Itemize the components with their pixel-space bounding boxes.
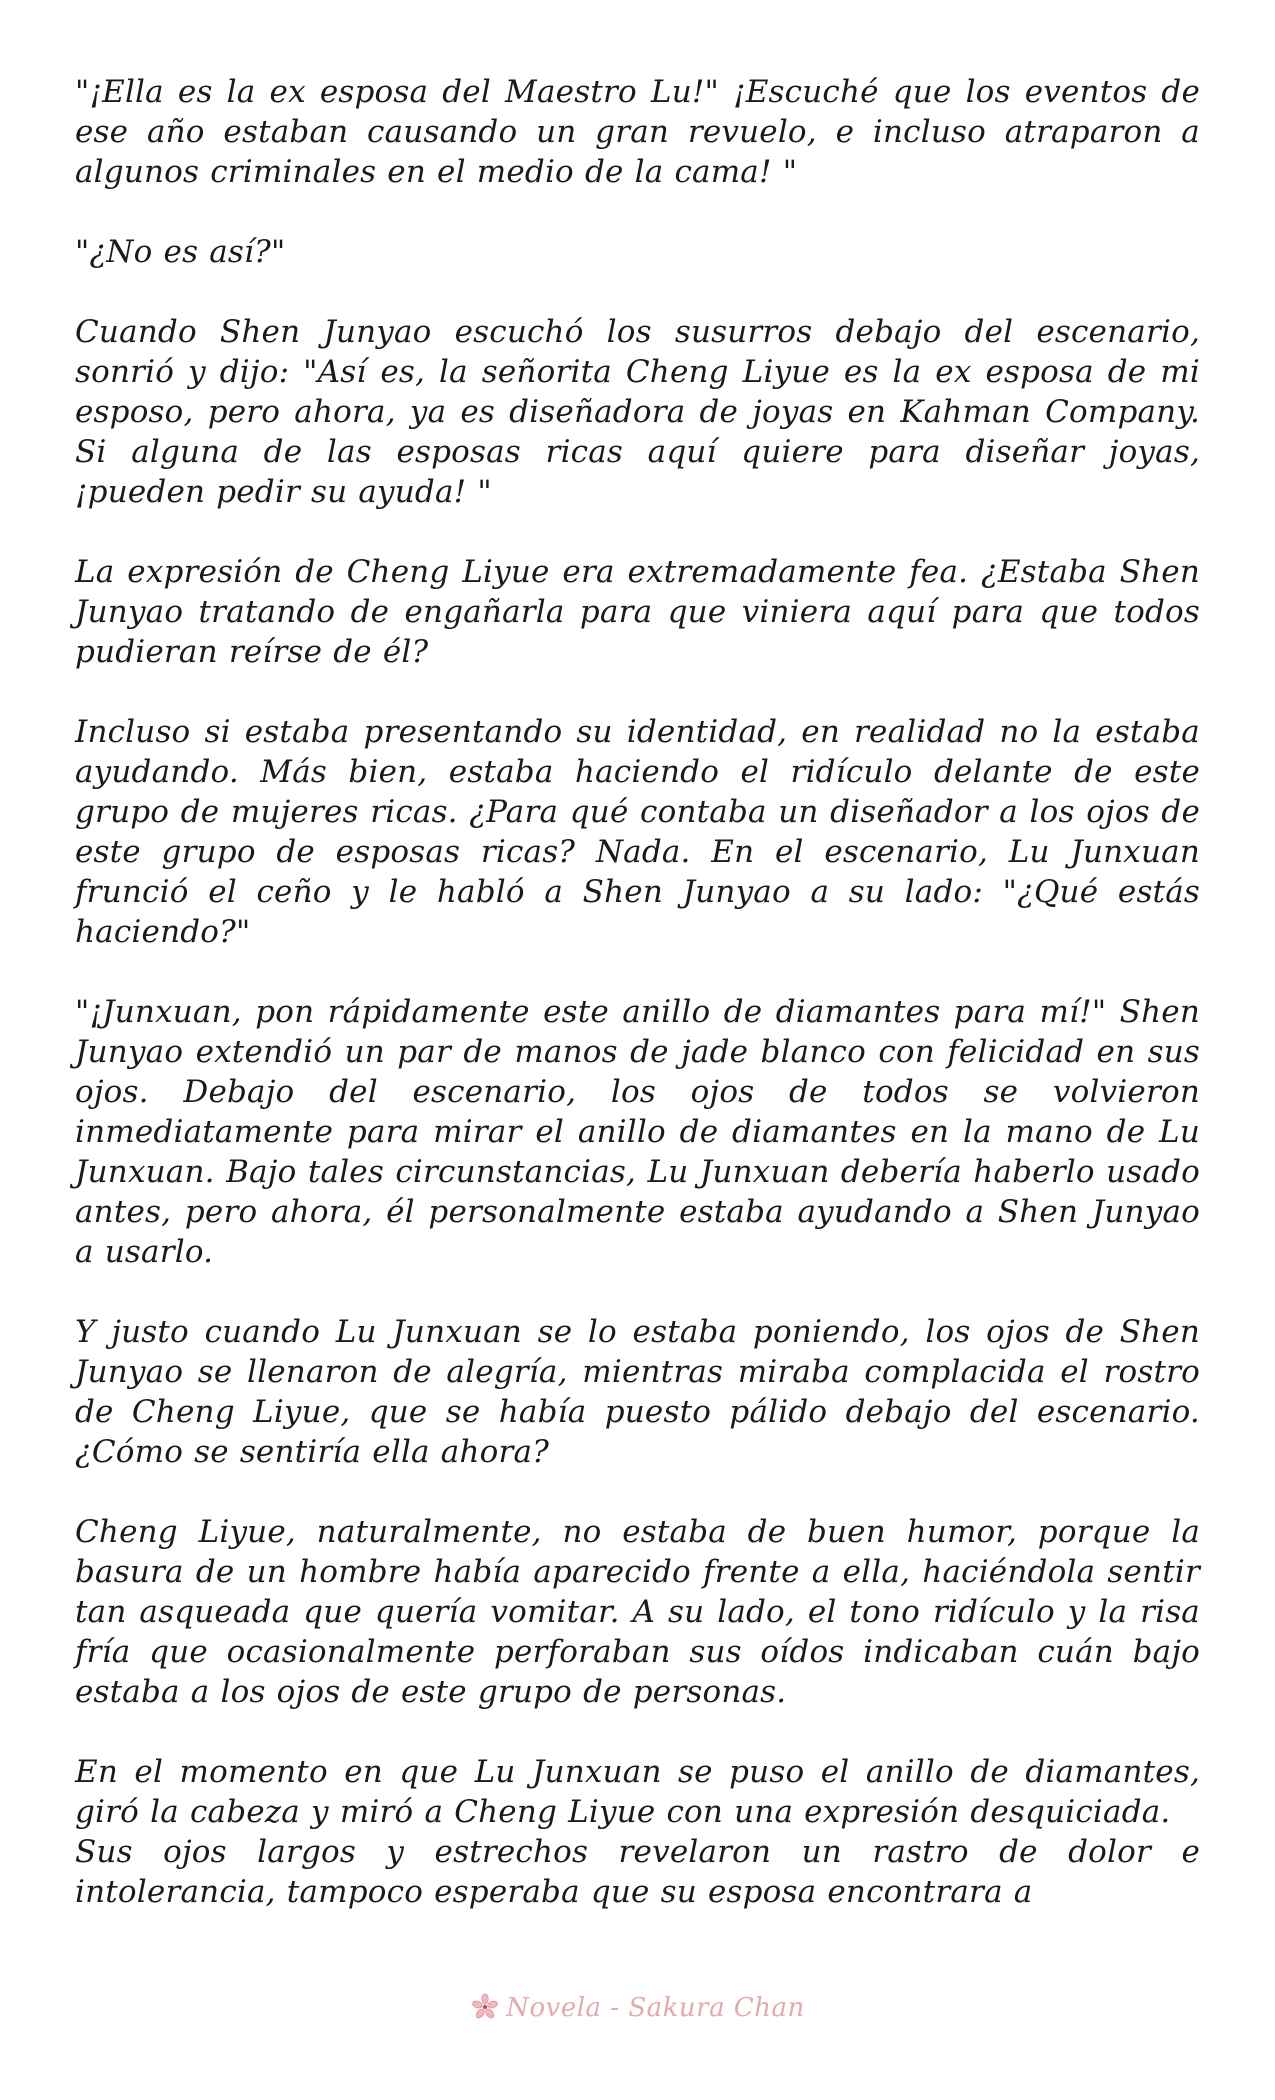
sakura-flower-icon <box>470 1992 500 2022</box>
paragraph: Cuando Shen Junyao escuchó los susurros debajo del escenario, sonrió y dijo: "Así es, la señorita Cheng Liyue es la ex esposa de mi esposo, pero ahora, ya es diseñadora de joyas en Kahman Company. Si alguna de las esposas ricas aquí quiere para diseñar joyas, ¡pueden pedir su ayuda! " <box>75 314 1200 510</box>
paragraph: Y justo cuando Lu Junxuan se lo estaba poniendo, los ojos de Shen Junyao se llenaron de alegría, mientras miraba complacida el rostro de Cheng Liyue, que se había puesto pálido debajo del escenario. ¿Cómo se sentiría ella ahora? <box>75 1314 1200 1470</box>
paragraph: La expresión de Cheng Liyue era extremadamente fea. ¿Estaba Shen Junyao tratando de engañarla para que viniera aquí para que todos pudieran reírse de él? <box>75 554 1200 670</box>
paragraph: Sus ojos largos y estrechos revelaron un rastro de dolor e intolerancia, tampoco esperaba que su esposa encontrara a <box>75 1834 1200 1910</box>
paragraph: En el momento en que Lu Junxuan se puso el anillo de diamantes, giró la cabeza y miró a Cheng Liyue con una expresión desquiciada. <box>75 1754 1200 1830</box>
watermark <box>0 1992 1275 2023</box>
paragraph: "¡Ella es la ex esposa del Maestro Lu!" ¡Escuché que los eventos de ese año estaban causando un gran revuelo, e incluso atraparon a algunos criminales en el medio de la cama! " <box>75 74 1200 190</box>
paragraph: "¿No es así?" <box>75 234 286 270</box>
paragraph: Cheng Liyue, naturalmente, no estaba de buen humor, porque la basura de un hombre había aparecido frente a ella, haciéndola sentir tan asqueada que quería vomitar. A su lado, el tono ridículo y la risa fría que ocasionalmente perforaban sus oídos indicaban cuán bajo estaba a los ojos de este grupo de personas. <box>75 1514 1200 1710</box>
paragraph: Incluso si estaba presentando su identidad, en realidad no la estaba ayudando. Más bien, estaba haciendo el ridículo delante de este grupo de mujeres ricas. ¿Para qué contaba un diseñador a los ojos de este grupo de esposas ricas? Nada. En el escenario, Lu Junxuan frunció el ceño y le habló a Shen Junyao a su lado: "¿Qué estás haciendo?" <box>75 714 1200 950</box>
watermark-text: Novela - Sakura Chan <box>506 1993 805 2023</box>
document-body <box>75 72 1200 1952</box>
paragraph: "¡Junxuan, pon rápidamente este anillo de diamantes para mí!" Shen Junyao extendió un par de manos de jade blanco con felicidad en sus ojos. Debajo del escenario, los ojos de todos se volvieron inmediatamente para mirar el anillo de diamantes en la mano de Lu Junxuan. Bajo tales circunstancias, Lu Junxuan debería haberlo usado antes, pero ahora, él personalmente estaba ayudando a Shen Junyao a usarlo. <box>75 994 1200 1270</box>
